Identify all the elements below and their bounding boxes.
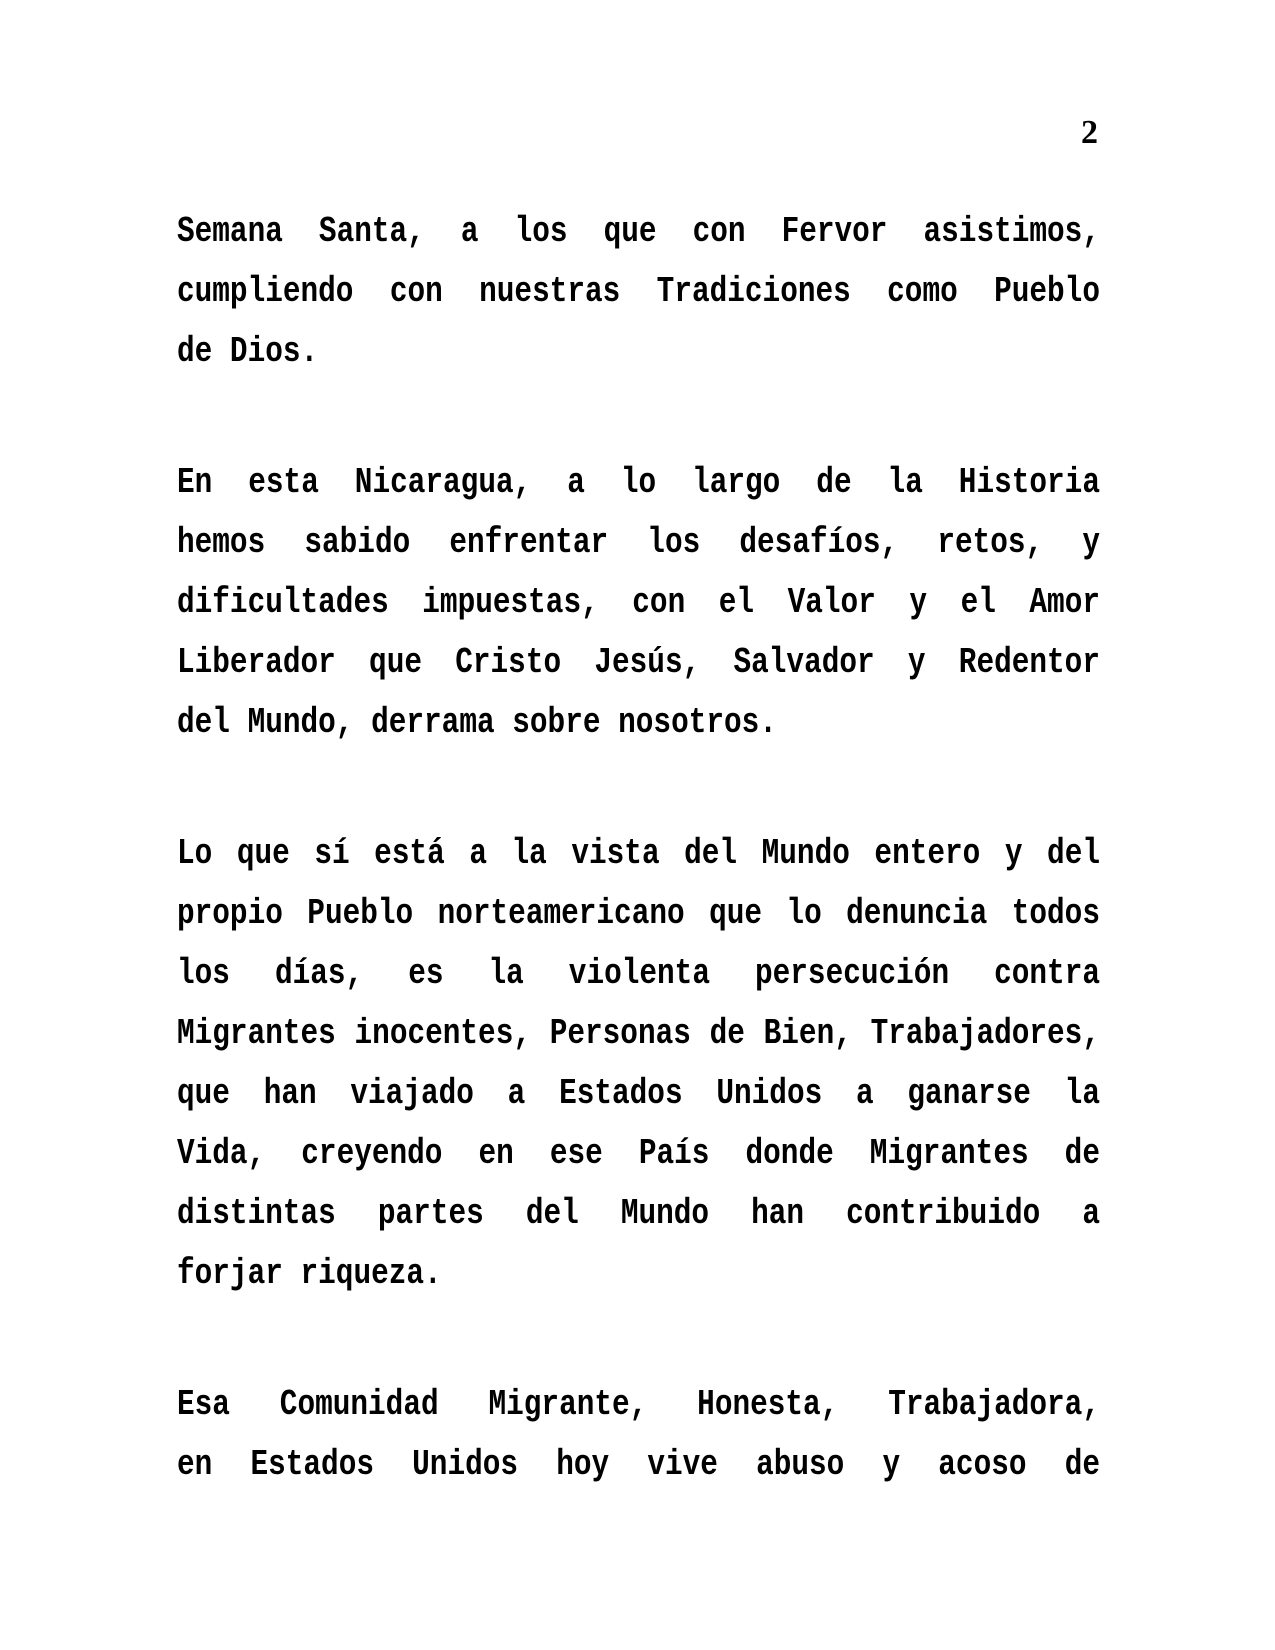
text-line: Migrantes inocentes, Personas de Bien, Trabajadores,	[177, 1013, 1100, 1054]
text-line: Liberador que Cristo Jesús, Salvador y Redentor	[177, 642, 1100, 683]
paragraph	[177, 453, 1100, 753]
text-line: los días, es la violenta persecución contra	[177, 953, 1100, 994]
text-line: del Mundo, derrama sobre nosotros.	[177, 702, 777, 743]
text-line: que han viajado a Estados Unidos a ganarse la	[177, 1073, 1100, 1114]
text-line: En esta Nicaragua, a lo largo de la Historia	[177, 462, 1100, 503]
paragraph	[177, 824, 1100, 1304]
text-line: hemos sabido enfrentar los desafíos, retos, y	[177, 522, 1100, 563]
text-line: distintas partes del Mundo han contribuido a	[177, 1193, 1100, 1234]
text-line: dificultades impuestas, con el Valor y el Amor	[177, 582, 1100, 623]
text-line: de Dios.	[177, 331, 319, 372]
text-line: propio Pueblo norteamericano que lo denuncia todos	[177, 893, 1100, 934]
text-line: Esa Comunidad Migrante, Honesta, Trabajadora,	[177, 1384, 1100, 1425]
paragraph	[177, 1375, 1100, 1495]
text-line: Vida, creyendo en ese País donde Migrantes de	[177, 1133, 1100, 1174]
text-line: Lo que sí está a la vista del Mundo entero y del	[177, 833, 1100, 874]
paragraph	[177, 202, 1100, 382]
page-number: 2	[1081, 114, 1098, 151]
text-line: en Estados Unidos hoy vive abuso y acoso de	[177, 1444, 1100, 1485]
text-line: cumpliendo con nuestras Tradiciones como Pueblo	[177, 271, 1100, 312]
text-line: Semana Santa, a los que con Fervor asistimos,	[177, 211, 1100, 252]
text-line: forjar riqueza.	[177, 1253, 442, 1294]
document-body	[177, 202, 1100, 1495]
